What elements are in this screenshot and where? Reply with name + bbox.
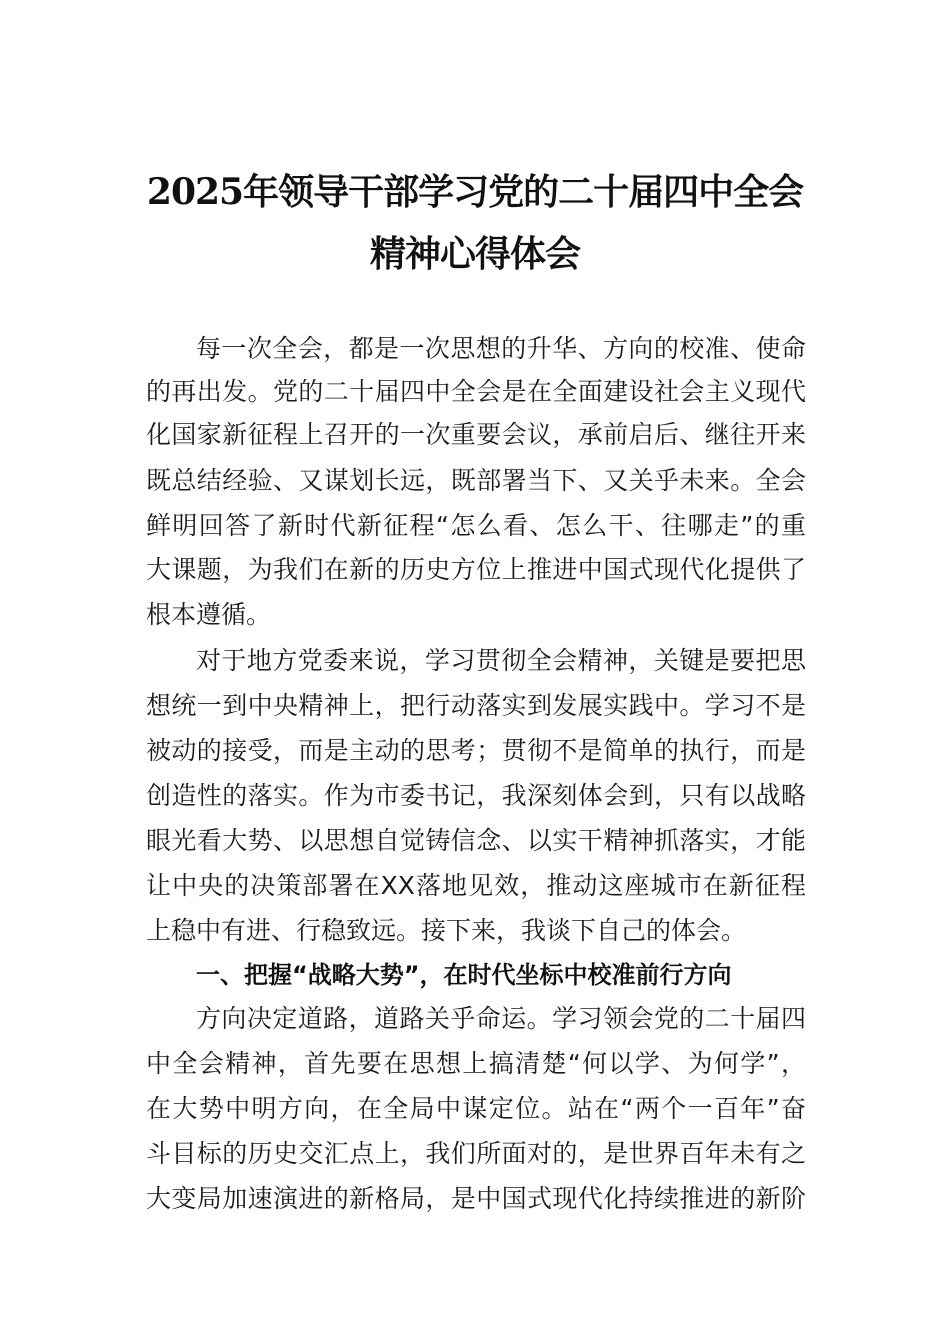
paragraph-line: 被动的接受，而是主动的思考；贯彻不是简单的执行，而是 <box>146 736 806 765</box>
paragraph-line: 斗目标的历史交汇点上，我们所面对的，是世界百年未有之 <box>146 1139 806 1168</box>
paragraph-line: 想统一到中央精神上，把行动落实到发展实践中。学习不是 <box>146 691 806 720</box>
paragraph-line: 方向决定道路，道路关乎命运。学习领会党的二十届四 <box>196 1004 806 1033</box>
paragraph-line: 创造性的落实。作为市委书记，我深刻体会到，只有以战略 <box>146 781 806 810</box>
paragraph-line: 每一次全会，都是一次思想的升华、方向的校准、使命 <box>196 334 806 363</box>
paragraph-line: 化国家新征程上召开的一次重要会议，承前启后、继往开来 <box>146 420 806 449</box>
section-heading-1: 一、把握“战略大势”，在时代坐标中校准前行方向 <box>196 961 732 989</box>
paragraph-line: 在大势中明方向，在全局中谋定位。站在“两个一百年”奋 <box>146 1094 806 1123</box>
paragraph-line: 根本遵循。 <box>146 600 272 629</box>
paragraph-line: 既总结经验、又谋划长远，既部署当下、又关乎未来。全会 <box>146 466 806 495</box>
paragraph-line: 鲜明回答了新时代新征程“怎么看、怎么干、往哪走”的重 <box>146 511 806 540</box>
document-title-line-2: 精神心得体会 <box>369 233 580 275</box>
paragraph-line: 让中央的决策部署在XX落地见效，推动这座城市在新征程 <box>146 871 806 900</box>
paragraph-line: 的再出发。党的二十届四中全会是在全面建设社会主义现代 <box>146 377 806 406</box>
paragraph-line: 大变局加速演进的新格局，是中国式现代化持续推进的新阶 <box>146 1184 806 1213</box>
paragraph-line: 上稳中有进、行稳致远。接下来，我谈下自己的体会。 <box>146 916 747 945</box>
paragraph-line: 眼光看大势、以思想自觉铸信念、以实干精神抓落实，才能 <box>146 826 806 855</box>
paragraph-line: 对于地方党委来说，学习贯彻全会精神，关键是要把思 <box>196 646 806 675</box>
paragraph-line: 中全会精神，首先要在思想上搞清楚“何以学、为何学”， <box>146 1049 806 1078</box>
paragraph-line: 大课题，为我们在新的历史方位上推进中国式现代化提供了 <box>146 555 806 584</box>
document-title-line-1: 2025年领导干部学习党的二十届四中全会 <box>146 171 804 213</box>
